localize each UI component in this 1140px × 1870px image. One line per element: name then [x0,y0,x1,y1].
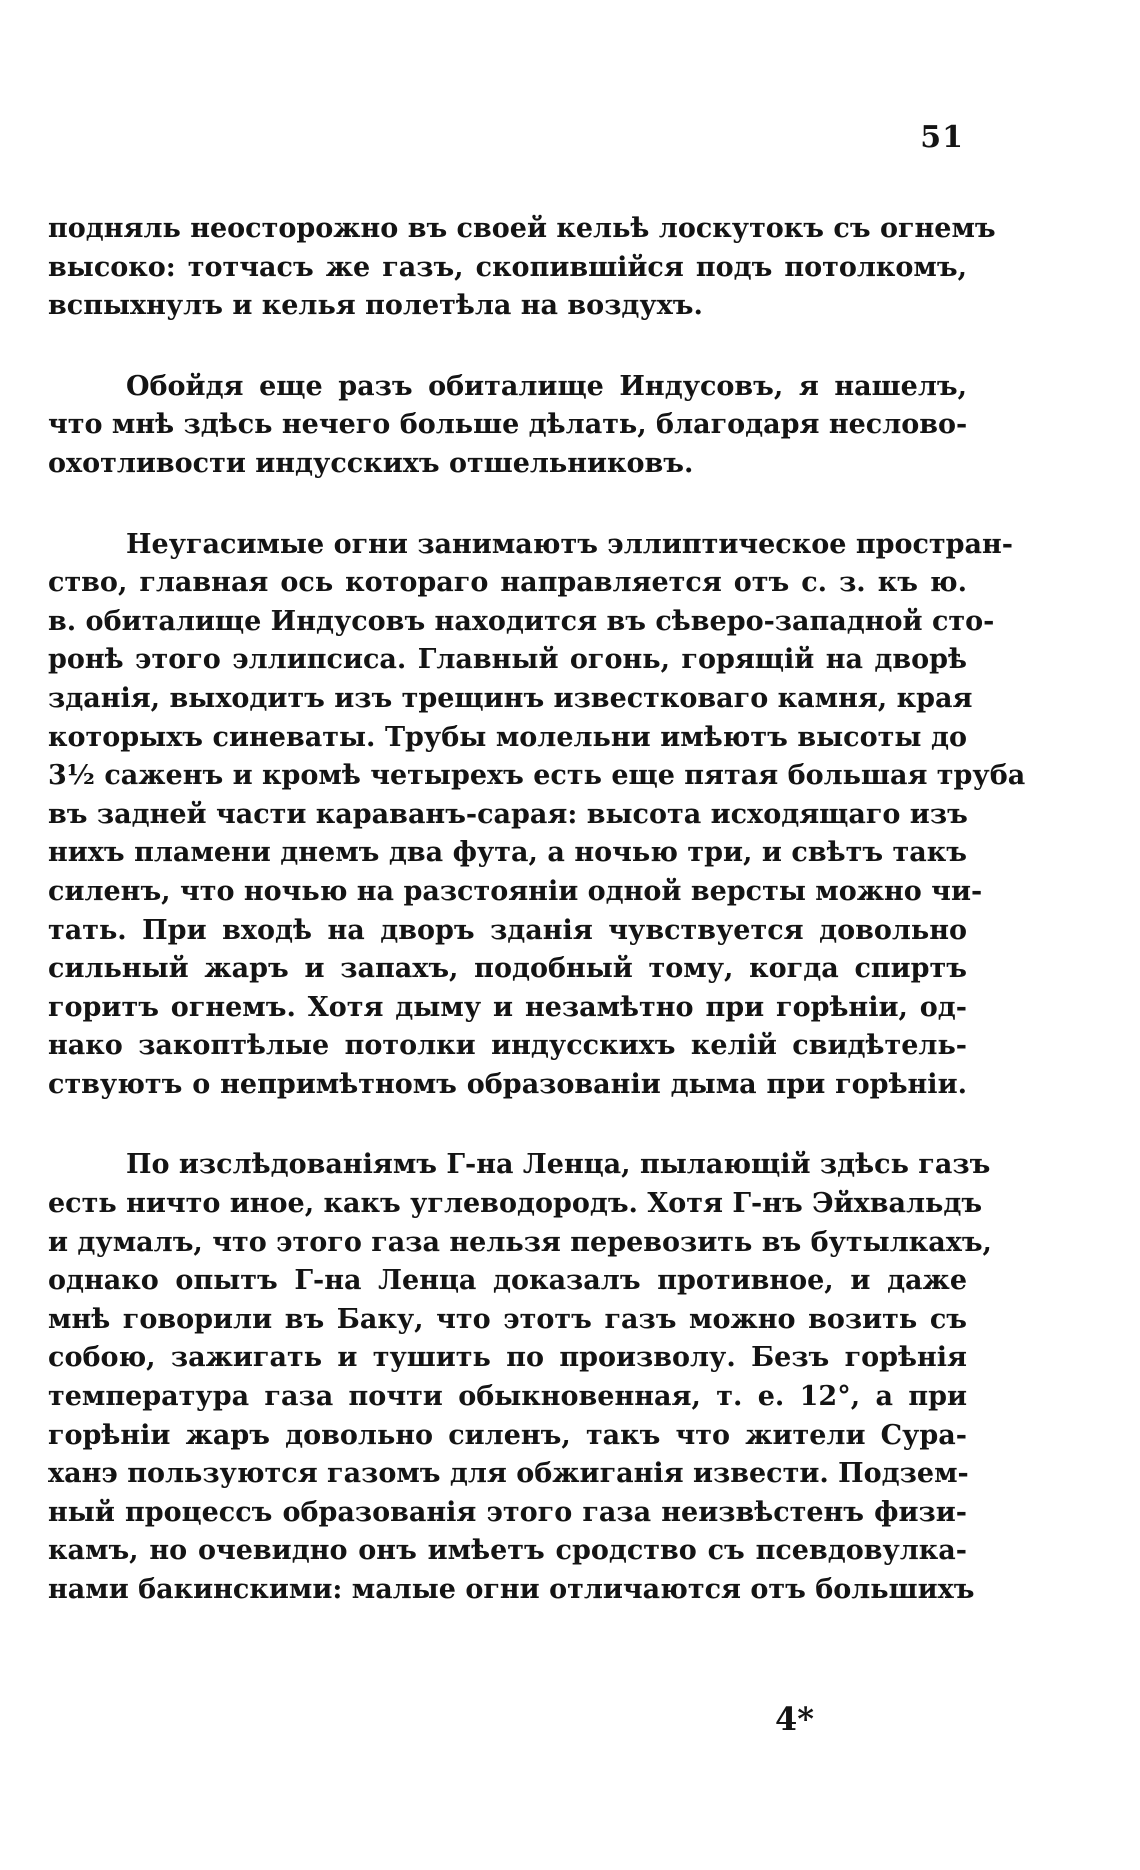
text-line: зданія, выходитъ изъ трещинъ известковаго камня, края [48,682,973,714]
text-line: нако закоптѣлые потолки индусскихъ келій свидѣтель- [48,1030,967,1062]
text-line: которыхъ синеваты. Трубы молельни имѣютъ высоты до [48,721,967,753]
text-line: вспыхнулъ и келья полетѣла на воздухъ. [48,290,703,322]
text-line: силенъ, что ночью на разстояніи одной версты можно чи- [48,875,983,907]
text-line: тать. При входѣ на дворъ зданія чувствуется довольно [48,914,967,946]
text-line: нами бакинскими: малые огни отличаются отъ большихъ [48,1574,975,1605]
text-line: нихъ пламени днемъ два фута, а ночью три, и свѣтъ такъ [48,837,967,869]
text-line: ный процессъ образованія этого газа неизвѣстенъ физи- [48,1496,967,1528]
text-line: камъ, но очевидно онъ имѣетъ сродство съ псевдовулка- [48,1535,967,1567]
text-line: горѣніи жаръ довольно силенъ, такъ что жители Сура- [48,1419,967,1451]
text-line: ство, главная ось котораго направляется отъ с. з. къ ю. [48,567,967,599]
text-line: горитъ огнемъ. Хотя дыму и незамѣтно при горѣніи, од- [48,991,967,1023]
text-line: ствуютъ о непримѣтномъ образованіи дыма при горѣніи. [48,1068,967,1100]
paragraph [48,210,996,326]
text-line: 3½ саженъ и кромѣ четырехъ есть еще пятая большая труба [48,760,1026,792]
text-line: ронѣ этого эллипсиса. Главный огонь, горящій на дворѣ [48,644,967,676]
text-line: и думалъ, что этого газа нельзя перевозить въ бутылкахъ, [48,1226,992,1258]
text-line: подняль неосторожно въ своей кельѣ лоскутокъ съ огнемъ [48,213,996,244]
text-line: Неугасимые огни занимаютъ эллиптическое простран- [126,528,1013,560]
text-line: однако опытъ Г-на Ленца доказалъ противное, и даже [48,1265,967,1297]
text-line: По изслѣдованіямъ Г-на Ленца, пылающій здѣсь газъ [126,1149,991,1181]
text-line: охотливости индусскихъ отшельниковъ. [48,447,694,479]
text-line: ханэ пользуются газомъ для обжиганія извести. Подзем- [48,1458,969,1490]
paragraph [48,1146,992,1609]
text-line: въ задней части караванъ-сарая: высота исходящаго изъ [48,798,968,830]
text-line: сильный жаръ и запахъ, подобный тому, когда спиртъ [48,953,967,985]
body-text [48,210,1026,1652]
text-line: мнѣ говорили въ Баку, что этотъ газъ можно возить съ [48,1303,967,1335]
text-line: есть ничто иное, какъ углеводородъ. Хотя Г-нъ Эйхвальдъ [48,1188,983,1220]
text-line: Обойдя еще разъ обиталище Индусовъ, я нашелъ, [126,370,967,402]
text-line: высоко: тотчасъ же газъ, скопившійся подъ потолкомъ, [48,251,967,283]
paragraph [48,368,967,484]
paragraph [48,526,1026,1105]
text-line: что мнѣ здѣсь нечего больше дѣлать, благодаря неслово- [48,409,968,441]
text-line: в. обиталище Индусовъ находится въ сѣверо-западной сто- [48,605,995,637]
signature-mark: 4* [775,1700,814,1738]
page-number: 51 [920,120,964,155]
text-line: температура газа почти обыкновенная, т. е. 12°, а при [48,1381,967,1413]
text-line: собою, зажигать и тушить по произволу. Безъ горѣнія [48,1342,967,1374]
